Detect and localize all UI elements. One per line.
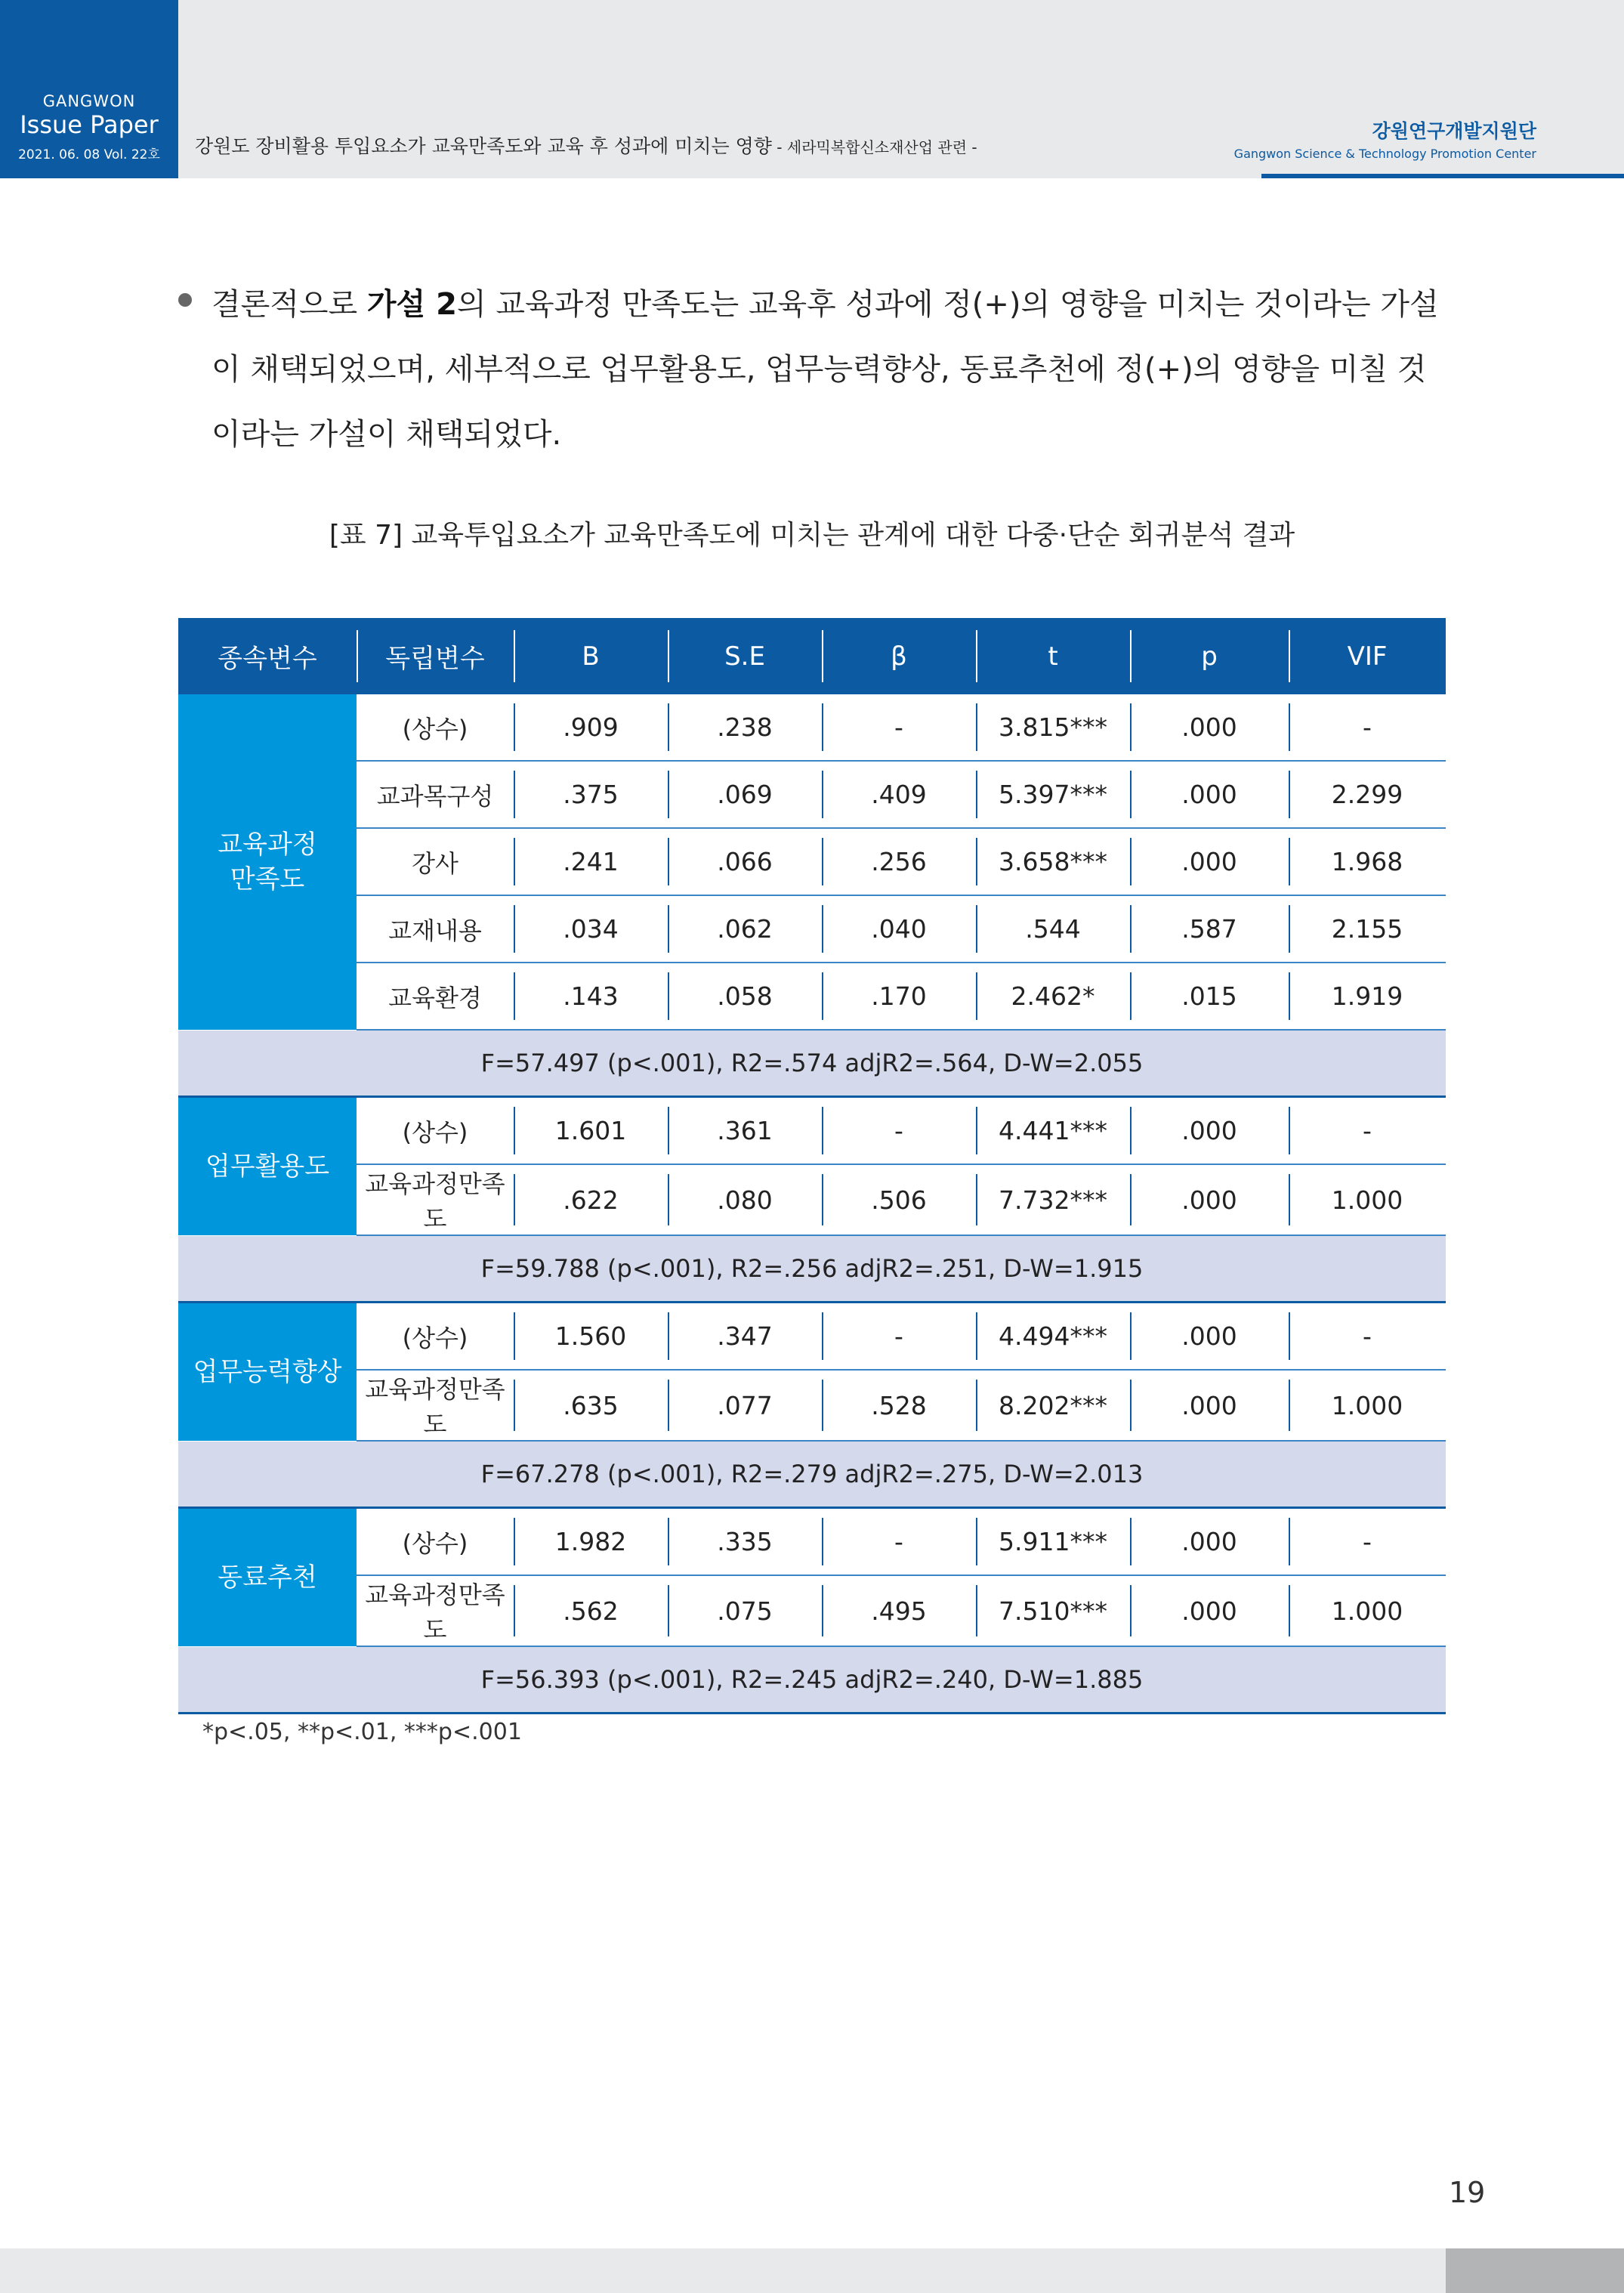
- table-header-row: [178, 618, 1446, 694]
- value-cell: .409: [822, 761, 976, 828]
- page-number: 19: [1449, 2176, 1486, 2209]
- value-cell: -: [822, 1508, 976, 1576]
- header-cell: 독립변수: [357, 618, 514, 694]
- value-cell: 2.299: [1289, 761, 1446, 828]
- value-cell: .000: [1130, 1303, 1289, 1371]
- regression-table: [178, 618, 1446, 1714]
- value-cell: -: [1289, 1097, 1446, 1165]
- brand-top: GANGWON: [42, 92, 136, 110]
- value-cell: .000: [1130, 1575, 1289, 1646]
- table-row: [178, 1097, 1446, 1165]
- table-caption: [표 7] 교육투입요소가 교육만족도에 미치는 관계에 대한 다중·단순 회귀분석 결과: [329, 520, 1295, 551]
- bullet-icon: [178, 293, 192, 307]
- value-cell: .170: [822, 963, 976, 1030]
- header-cell: B: [514, 618, 668, 694]
- model-stat-cell: F=57.497 (p<.001), R2=.574 adjR2=.564, D-W=2.055: [178, 1030, 1446, 1097]
- value-cell: .635: [514, 1370, 668, 1441]
- independent-variable-cell: 교육과정만족도: [357, 1370, 514, 1441]
- org-name: 강원연구개발지원단: [1372, 120, 1536, 142]
- header-cell: β: [822, 618, 976, 694]
- value-cell: .347: [668, 1303, 822, 1371]
- value-cell: .495: [822, 1575, 976, 1646]
- header-title: [195, 131, 977, 159]
- independent-variable-cell: (상수): [357, 1303, 514, 1371]
- table-row: [178, 694, 1446, 761]
- value-cell: .375: [514, 761, 668, 828]
- header-cell: p: [1130, 618, 1289, 694]
- value-cell: 1.982: [514, 1508, 668, 1576]
- org-underline: [1261, 174, 1624, 178]
- value-cell: .080: [668, 1164, 822, 1235]
- value-cell: .143: [514, 963, 668, 1030]
- value-cell: .562: [514, 1575, 668, 1646]
- value-cell: .335: [668, 1508, 822, 1576]
- value-cell: 1.968: [1289, 828, 1446, 895]
- value-cell: -: [1289, 1303, 1446, 1371]
- value-cell: .000: [1130, 1164, 1289, 1235]
- model-stat-row: [178, 1030, 1446, 1097]
- header-title-main: 강원도 장비활용 투입요소가 교육만족도와 교육 후 성과에 미치는 영향: [195, 135, 772, 157]
- value-cell: .000: [1130, 1097, 1289, 1165]
- independent-variable-cell: (상수): [357, 694, 514, 761]
- value-cell: .000: [1130, 1508, 1289, 1576]
- independent-variable-cell: (상수): [357, 1097, 514, 1165]
- page-header: [0, 0, 1624, 178]
- conclusion-paragraph: [211, 272, 1450, 467]
- model-stat-cell: F=56.393 (p<.001), R2=.245 adjR2=.240, D-W=1.885: [178, 1646, 1446, 1714]
- table-row: [178, 963, 1446, 1030]
- value-cell: .241: [514, 828, 668, 895]
- value-cell: 2.462*: [976, 963, 1130, 1030]
- value-cell: .075: [668, 1575, 822, 1646]
- value-cell: .544: [976, 895, 1130, 963]
- dependent-variable-cell: 교육과정 만족도: [178, 694, 357, 1030]
- table-row: [178, 828, 1446, 895]
- significance-note: *p<.05, **p<.01, ***p<.001: [202, 1719, 522, 1745]
- page-footer: [0, 2248, 1624, 2293]
- independent-variable-cell: 교육과정만족도: [357, 1575, 514, 1646]
- independent-variable-cell: 교육과정만족도: [357, 1164, 514, 1235]
- value-cell: 1.560: [514, 1303, 668, 1371]
- value-cell: 2.155: [1289, 895, 1446, 963]
- value-cell: 1.000: [1289, 1164, 1446, 1235]
- header-cell: 종속변수: [178, 618, 357, 694]
- model-stat-cell: F=67.278 (p<.001), R2=.279 adjR2=.275, D-W=2.013: [178, 1441, 1446, 1508]
- value-cell: -: [1289, 1508, 1446, 1576]
- value-cell: .000: [1130, 1370, 1289, 1441]
- value-cell: .587: [1130, 895, 1289, 963]
- independent-variable-cell: 교재내용: [357, 895, 514, 963]
- value-cell: .000: [1130, 694, 1289, 761]
- table-body: [178, 694, 1446, 1714]
- value-cell: -: [1289, 694, 1446, 761]
- value-cell: .000: [1130, 761, 1289, 828]
- value-cell: .058: [668, 963, 822, 1030]
- value-cell: 7.732***: [976, 1164, 1130, 1235]
- model-stat-row: [178, 1235, 1446, 1303]
- model-stat-cell: F=59.788 (p<.001), R2=.256 adjR2=.251, D-W=1.915: [178, 1235, 1446, 1303]
- header-cell: t: [976, 618, 1130, 694]
- value-cell: .040: [822, 895, 976, 963]
- value-cell: .528: [822, 1370, 976, 1441]
- header-subtitle: - 세라믹복합신소재산업 관련 -: [771, 138, 977, 156]
- issue-paper-logo: [0, 0, 178, 178]
- header-cell: VIF: [1289, 618, 1446, 694]
- dependent-variable-cell: 동료추천: [178, 1508, 357, 1647]
- value-cell: 5.397***: [976, 761, 1130, 828]
- dependent-variable-cell: 업무능력향상: [178, 1303, 357, 1442]
- value-cell: .062: [668, 895, 822, 963]
- value-cell: .000: [1130, 828, 1289, 895]
- value-cell: .034: [514, 895, 668, 963]
- value-cell: .909: [514, 694, 668, 761]
- header-cell: S.E: [668, 618, 822, 694]
- table-row: [178, 761, 1446, 828]
- value-cell: .238: [668, 694, 822, 761]
- value-cell: 1.919: [1289, 963, 1446, 1030]
- independent-variable-cell: (상수): [357, 1508, 514, 1576]
- table-row: [178, 895, 1446, 963]
- value-cell: .256: [822, 828, 976, 895]
- value-cell: .361: [668, 1097, 822, 1165]
- value-cell: .506: [822, 1164, 976, 1235]
- table-row: [178, 1164, 1446, 1235]
- value-cell: .066: [668, 828, 822, 895]
- value-cell: -: [822, 1303, 976, 1371]
- value-cell: .015: [1130, 963, 1289, 1030]
- value-cell: 4.441***: [976, 1097, 1130, 1165]
- table-row: [178, 1370, 1446, 1441]
- value-cell: 5.911***: [976, 1508, 1130, 1576]
- value-cell: 7.510***: [976, 1575, 1130, 1646]
- footer-tab: [1446, 2248, 1624, 2293]
- dependent-variable-cell: 업무활용도: [178, 1097, 357, 1236]
- brand-date: 2021. 06. 08 Vol. 22호: [18, 147, 160, 162]
- para-post: 의 교육과정 만족도는 교육후 성과에 정(+)의 영향을 미치는 것이라는 가설이 채택되었으며, 세부적으로 업무활용도, 업무능력향상, 동료추천에 정(+)의 영향을 미칠 것이라는 가설이 채택되었다.: [211, 287, 1439, 452]
- independent-variable-cell: 강사: [357, 828, 514, 895]
- value-cell: .622: [514, 1164, 668, 1235]
- para-pre: 결론적으로: [211, 287, 367, 322]
- model-stat-row: [178, 1441, 1446, 1508]
- value-cell: 8.202***: [976, 1370, 1130, 1441]
- value-cell: -: [822, 694, 976, 761]
- table-row: [178, 1575, 1446, 1646]
- value-cell: 4.494***: [976, 1303, 1130, 1371]
- org-name-en: Gangwon Science & Technology Promotion Center: [1233, 147, 1536, 161]
- value-cell: 3.815***: [976, 694, 1130, 761]
- brand-name: Issue Paper: [20, 110, 159, 139]
- value-cell: -: [822, 1097, 976, 1165]
- value-cell: .077: [668, 1370, 822, 1441]
- value-cell: 3.658***: [976, 828, 1130, 895]
- hypothesis-label: 가설 2: [366, 287, 457, 322]
- value-cell: 1.000: [1289, 1575, 1446, 1646]
- independent-variable-cell: 교육환경: [357, 963, 514, 1030]
- value-cell: 1.601: [514, 1097, 668, 1165]
- value-cell: 1.000: [1289, 1370, 1446, 1441]
- table-row: [178, 1508, 1446, 1576]
- model-stat-row: [178, 1646, 1446, 1714]
- value-cell: .069: [668, 761, 822, 828]
- table-row: [178, 1303, 1446, 1371]
- independent-variable-cell: 교과목구성: [357, 761, 514, 828]
